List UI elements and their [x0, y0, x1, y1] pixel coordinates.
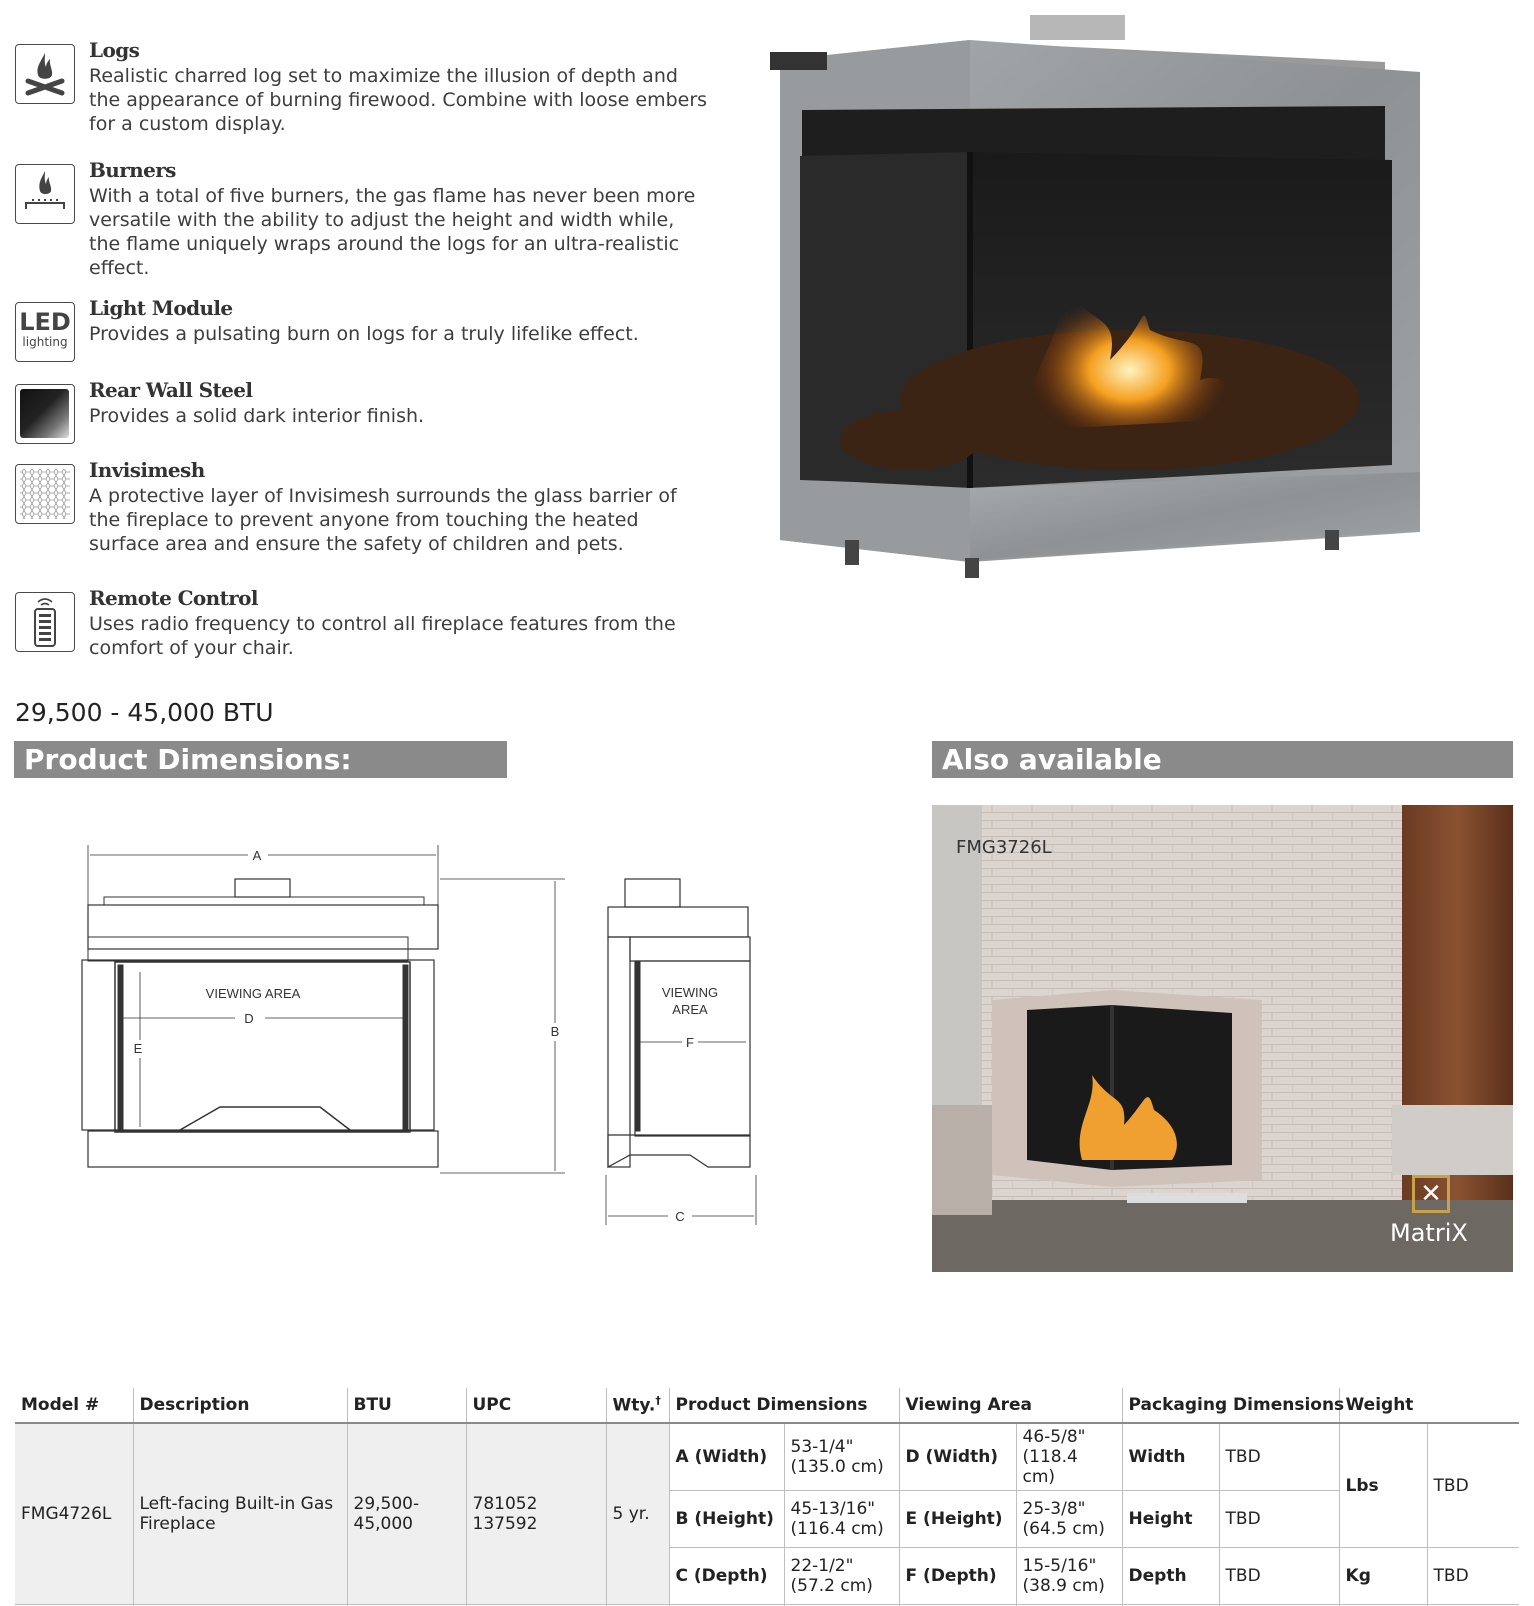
cell-pack-label: Height [1122, 1491, 1219, 1548]
dim-label-c: C [675, 1209, 685, 1224]
cell-dim-label: C (Depth) [669, 1548, 784, 1605]
cell-pack-label: Width [1122, 1423, 1219, 1491]
feature-description: Realistic charred log set to maximize the illusion of depth and the appearance of burning firewood. Combine with loose embers for a custom display. [89, 65, 708, 135]
cell-pack-value: TBD [1219, 1491, 1339, 1548]
led-icon-text: LED [19, 308, 71, 336]
cell-weight-value: TBD [1427, 1548, 1519, 1605]
dim-label-d: D [244, 1011, 254, 1026]
dim-label-e: E [133, 1041, 143, 1056]
th-btu: BTU [347, 1388, 466, 1423]
cell-warranty: 5 yr. [606, 1423, 669, 1605]
feature-description: A protective layer of Invisimesh surrounds the glass barrier of the fireplace to prevent anyone from touching the heated surface area and ensure the safety of children and pets. [89, 485, 677, 555]
warranty-label: Wty. [612, 1395, 656, 1416]
feature-description: Provides a pulsating burn on logs for a truly lifelike effect. [89, 323, 639, 345]
th-weight: Weight [1339, 1388, 1519, 1423]
cell-view-label: E (Height) [899, 1491, 1016, 1548]
cell-view-label: F (Depth) [899, 1548, 1016, 1605]
feature-description: Provides a solid dark interior finish. [89, 405, 425, 427]
viewing-area-label: VIEWING AREA [205, 986, 301, 1001]
remote-control-icon [15, 592, 75, 652]
cell-view-value: 25-3/8" (64.5 cm) [1016, 1491, 1122, 1548]
spec-table [15, 1388, 1519, 1605]
cell-pack-label: Depth [1122, 1548, 1219, 1605]
table-header-row [15, 1388, 1519, 1423]
table-row [15, 1423, 1519, 1491]
th-upc: UPC [466, 1388, 606, 1423]
cell-upc: 781052 137592 [466, 1423, 606, 1605]
burner-flame-icon [15, 164, 75, 224]
feature-title: Light Module [89, 296, 233, 320]
cell-dim-value: 53-1/4" (135.0 cm) [784, 1423, 899, 1491]
feature-title: Burners [89, 158, 176, 182]
lighting-icon-text: lighting [22, 335, 68, 349]
cell-dim-value: 45-13/16" (116.4 cm) [784, 1491, 899, 1548]
led-lighting-icon [15, 302, 75, 362]
th-product-dimensions: Product Dimensions [669, 1388, 899, 1423]
th-viewing-area: Viewing Area [899, 1388, 1122, 1423]
th-description: Description [133, 1388, 347, 1423]
cell-description: Left-facing Built-in Gas Fireplace [133, 1423, 347, 1605]
cell-view-value: 46-5/8" (118.4 cm) [1016, 1423, 1122, 1491]
dimension-drawing [60, 835, 780, 1235]
th-packaging: Packaging Dimensions [1122, 1388, 1339, 1423]
feature-title: Rear Wall Steel [89, 378, 253, 402]
cell-pack-value: TBD [1219, 1423, 1339, 1491]
th-model: Model # [15, 1388, 133, 1423]
also-available-header: Also available [932, 741, 1513, 778]
logs-fire-icon [15, 44, 75, 104]
dim-label-b: B [550, 1024, 560, 1039]
cell-weight-label: Lbs [1339, 1423, 1427, 1548]
feature-title: Invisimesh [89, 458, 205, 482]
cell-weight-label: Kg [1339, 1548, 1427, 1605]
product-dimensions-header: Product Dimensions: [14, 741, 507, 778]
cell-pack-value: TBD [1219, 1548, 1339, 1605]
cell-btu: 29,500- 45,000 [347, 1423, 466, 1605]
viewing-label: VIEWING [661, 985, 719, 1000]
cell-view-value: 15-5/16" (38.9 cm) [1016, 1548, 1122, 1605]
mesh-icon [15, 464, 75, 524]
cell-model: FMG4726L [15, 1423, 133, 1605]
feature-description: With a total of five burners, the gas flame has never been more versatile with the ability to adjust the height and width while, the flame uniquely wraps around the logs for an ultra-realistic effect. [89, 185, 696, 279]
warranty-mark: † [655, 1394, 661, 1408]
dim-label-f: F [686, 1035, 694, 1050]
dim-label-a: A [252, 848, 262, 863]
room-photo [932, 805, 1513, 1272]
feature-description: Uses radio frequency to control all fireplace features from the comfort of your chair. [89, 613, 676, 659]
area-label: AREA [672, 1002, 708, 1017]
cell-dim-value: 22-1/2" (57.2 cm) [784, 1548, 899, 1605]
brand-label: MatriX [1390, 1219, 1468, 1247]
feature-title: Remote Control [89, 586, 258, 610]
fireplace-product-image [770, 10, 1470, 600]
also-model-label: FMG3726L [956, 837, 1052, 858]
cell-view-label: D (Width) [899, 1423, 1016, 1491]
th-warranty [606, 1388, 669, 1423]
cell-weight-value: TBD [1427, 1423, 1519, 1548]
matrix-logo-icon: ✕ [1412, 1175, 1450, 1213]
cell-dim-label: A (Width) [669, 1423, 784, 1491]
cell-dim-label: B (Height) [669, 1491, 784, 1548]
btu-range: 29,500 - 45,000 BTU [15, 698, 274, 727]
feature-title: Logs [89, 38, 140, 62]
steel-panel-icon [15, 384, 75, 444]
